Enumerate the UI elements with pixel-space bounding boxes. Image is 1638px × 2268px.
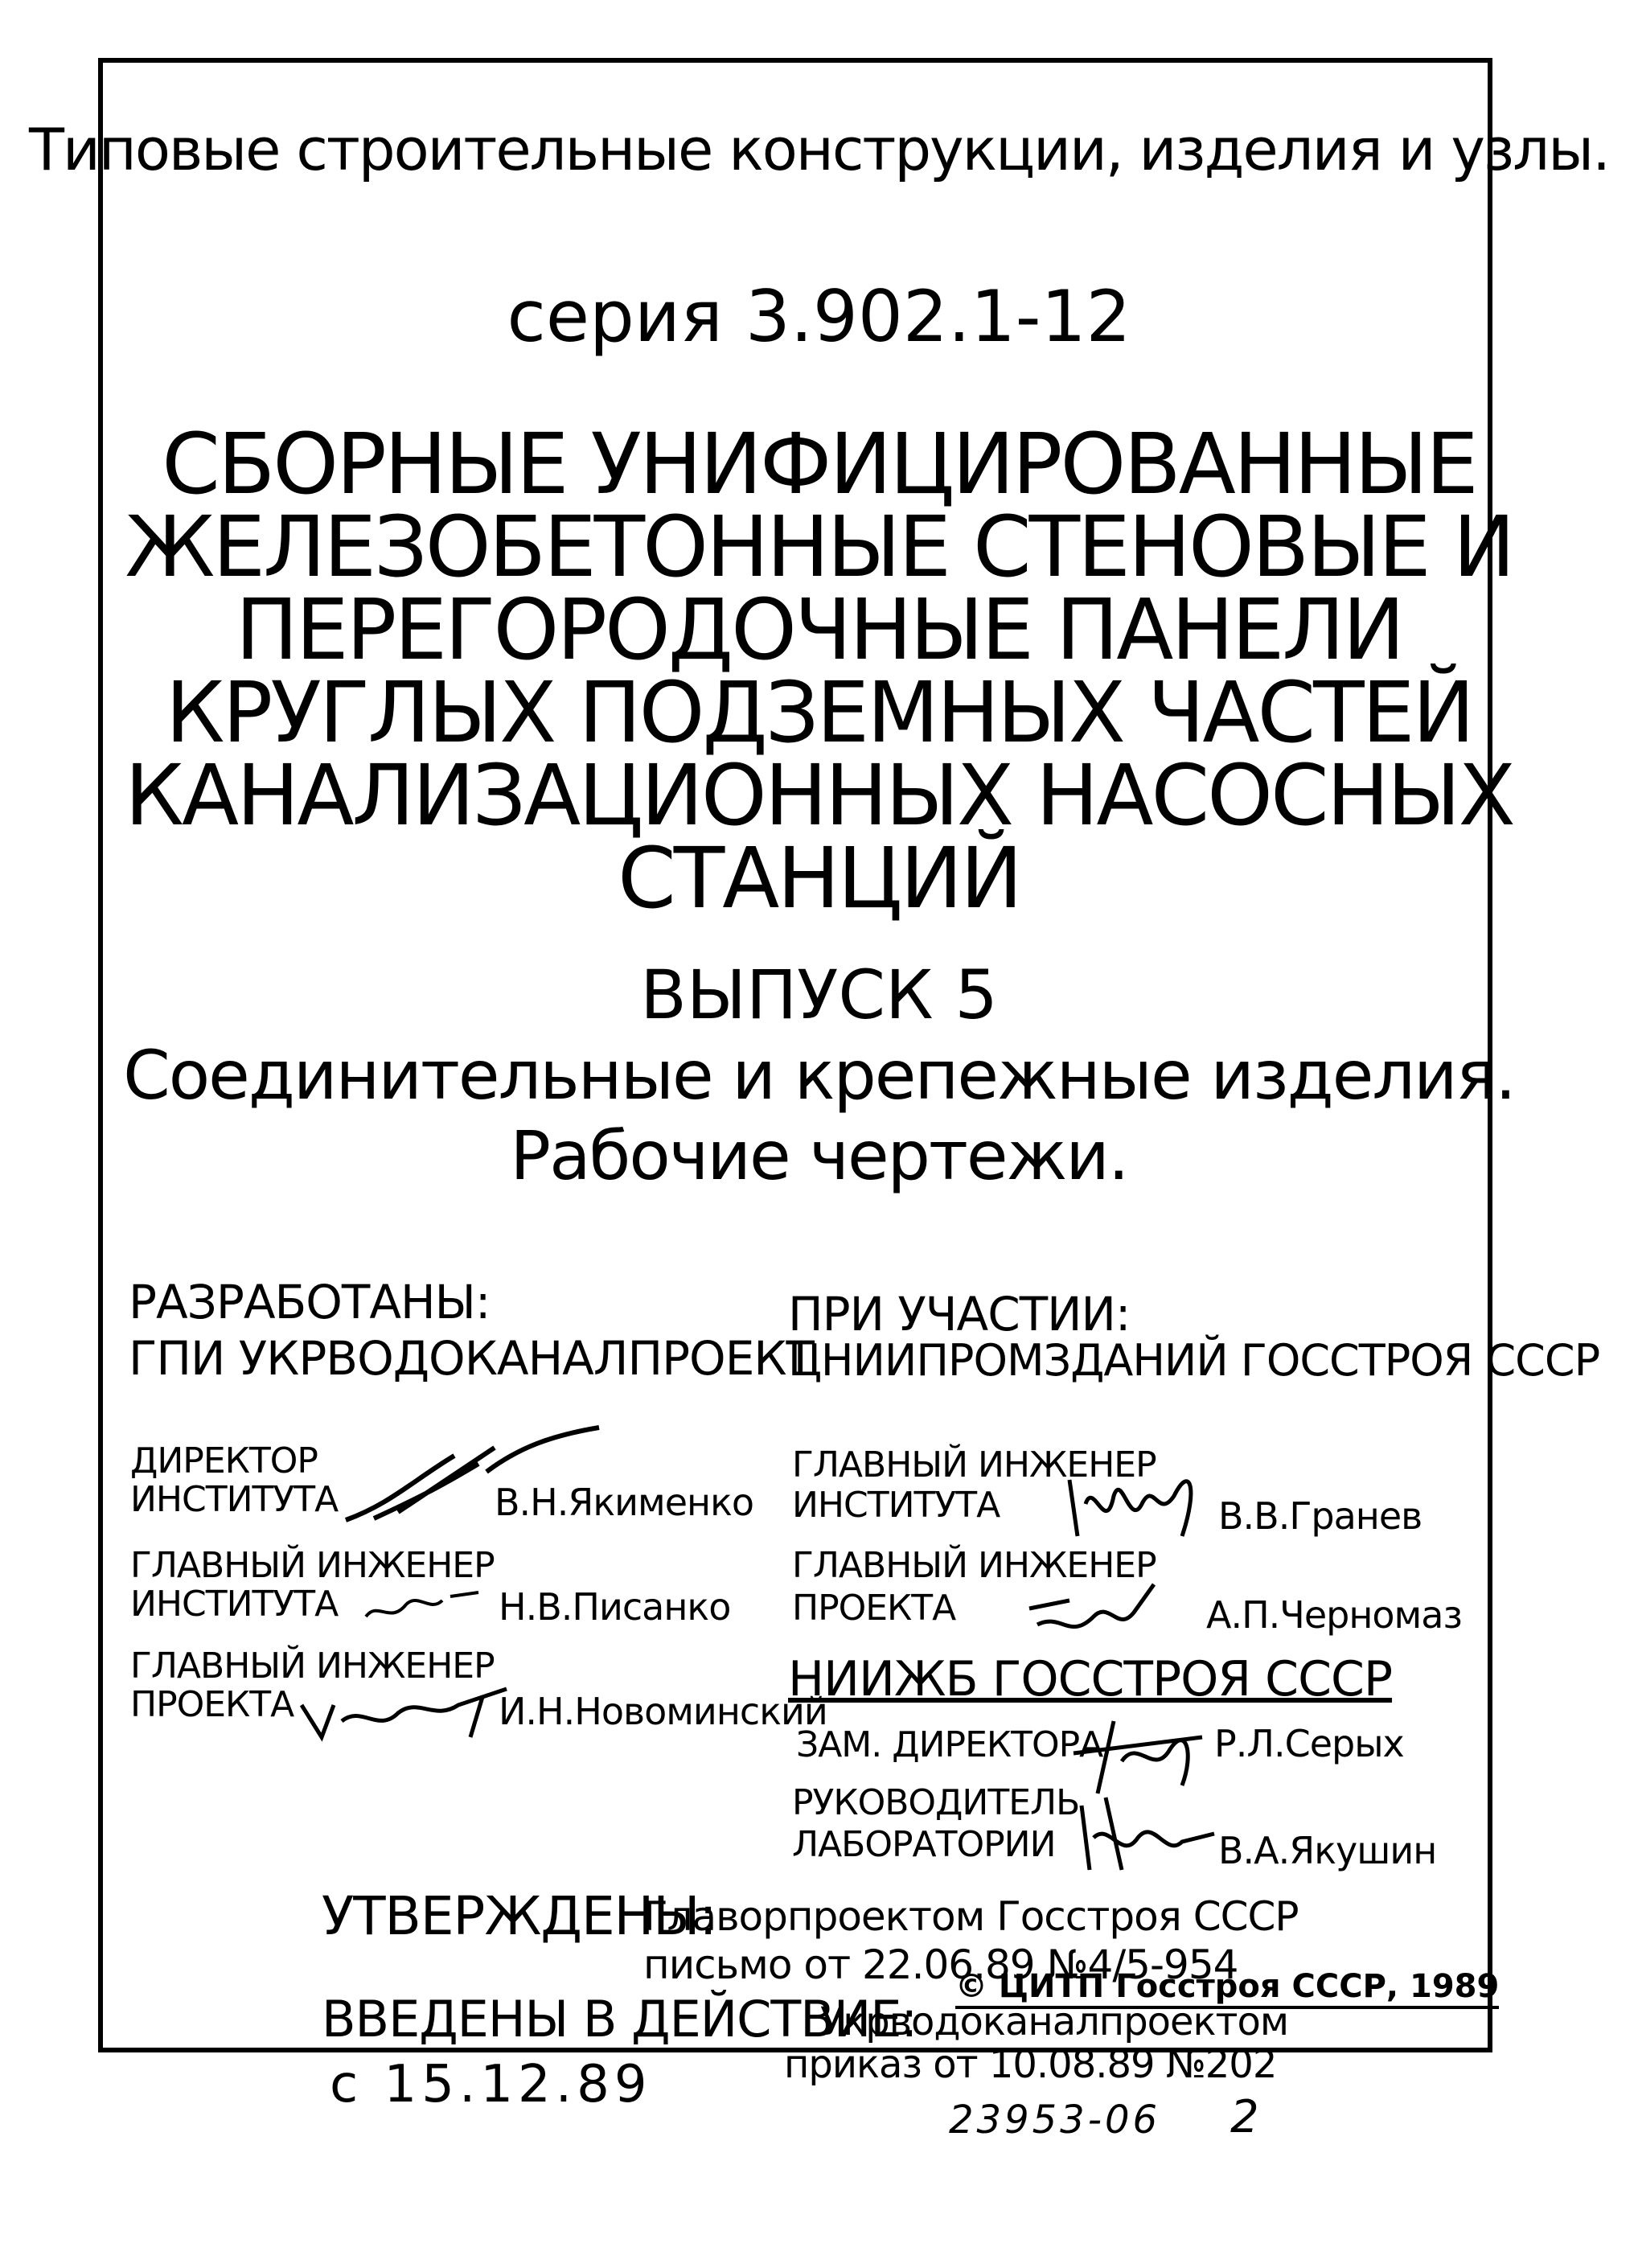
role-line: ПРОЕКТА	[130, 1684, 294, 1725]
title-line: СБОРНЫЕ УНИФИЦИРОВАННЫЕ	[162, 415, 1476, 513]
participation-org-2: НИИЖБ ГОССТРОЯ СССР	[788, 1651, 1393, 1707]
page-number: 2	[1230, 2091, 1259, 2143]
approved-text: письмо от 22.06.89 №4/5-954	[643, 1941, 1238, 1988]
title-line: ЖЕЛЕЗОБЕТОННЫЕ СТЕНОВЫЕ И	[125, 498, 1513, 596]
role-line: ГЛАВНЫЙ ИНЖЕНЕР	[792, 1545, 1156, 1586]
role-line: ИНСТИТУТА	[130, 1479, 339, 1520]
document-number: 23953-06	[949, 2097, 1161, 2143]
role-line: ГЛАВНЫЙ ИНЖЕНЕР	[792, 1444, 1156, 1485]
role-line: РУКОВОДИТЕЛЬ	[792, 1782, 1080, 1823]
role-line: ЗАМ. ДИРЕКТОРА	[796, 1724, 1103, 1765]
approved-label: УТВЕРЖДЕНЫ:	[322, 1885, 716, 1947]
enacted-date: с 15.12.89	[330, 2055, 652, 2114]
title-line: СТАНЦИЙ	[618, 829, 1020, 927]
issue-number: ВЫПУСК 5	[640, 955, 998, 1034]
enacted-text: приказ от 10.08.89 №202	[784, 2042, 1277, 2087]
signature-image	[298, 1673, 515, 1745]
signature-image	[1065, 1705, 1210, 1802]
title-line: КРУГЛЫХ ПОДЗЕМНЫХ ЧАСТЕЙ	[165, 664, 1473, 762]
enacted-text: Укрводоканалпроектом	[820, 1999, 1289, 2044]
role-line: ПРОЕКТА	[792, 1588, 956, 1629]
person-name: В.Н.Якименко	[495, 1481, 754, 1524]
person-name: А.П.Черномаз	[1206, 1593, 1462, 1637]
main-title	[0, 415, 1638, 927]
role-line: ИНСТИТУТА	[130, 1584, 339, 1625]
role-line: ГЛАВНЫЙ ИНЖЕНЕР	[130, 1646, 495, 1687]
series-number: серия 3.902.1-12	[507, 275, 1131, 358]
copyright: © ЦИТП Госстроя СССР, 1989	[955, 1970, 1499, 2009]
developed-org: ГПИ УКРВОДОКАНАЛПРОЕКТ	[129, 1331, 814, 1386]
person-name: Н.В.Писанко	[499, 1585, 731, 1629]
participation-org: ЦНИИПРОМЗДАНИЙ ГОССТРОЯ СССР	[788, 1335, 1600, 1386]
issue-subtitle: Соединительные и крепежные изделия.	[123, 1036, 1515, 1115]
signature-image	[1065, 1789, 1218, 1878]
role-line: ИНСТИТУТА	[792, 1485, 1000, 1526]
person-name: В.В.Гранев	[1218, 1494, 1422, 1538]
header-title: Типовые строительные конструкции, изделия и узлы.	[28, 116, 1610, 183]
person-name: И.Н.Новоминский	[499, 1690, 827, 1733]
person-name: В.А.Якушин	[1218, 1829, 1437, 1872]
title-line: ПЕРЕГОРОДОЧНЫЕ ПАНЕЛИ	[235, 581, 1403, 679]
signature-image	[1021, 1568, 1158, 1649]
approved-text: Главорпроектом Госстроя СССР	[643, 1893, 1299, 1940]
enacted-label: ВВЕДЕНЫ В ДЕЙСТВИЕ:	[322, 1990, 918, 2048]
issue-subtitle-2: Рабочие чертежи.	[510, 1116, 1128, 1195]
role-line: ДИРЕКТОР	[130, 1440, 318, 1481]
signature-image	[362, 1576, 482, 1633]
role-line: ГЛАВНЫЙ ИНЖЕНЕР	[130, 1545, 495, 1586]
title-line: КАНАЛИЗАЦИОННЫХ НАСОСНЫХ	[125, 746, 1513, 844]
role-line: ЛАБОРАТОРИИ	[792, 1824, 1056, 1865]
developed-label: РАЗРАБОТАНЫ:	[129, 1275, 491, 1329]
participation-label: ПРИ УЧАСТИИ:	[788, 1287, 1131, 1341]
signature-image	[1061, 1448, 1206, 1552]
person-name: Р.Л.Серых	[1214, 1722, 1404, 1765]
signature-image	[342, 1424, 607, 1536]
